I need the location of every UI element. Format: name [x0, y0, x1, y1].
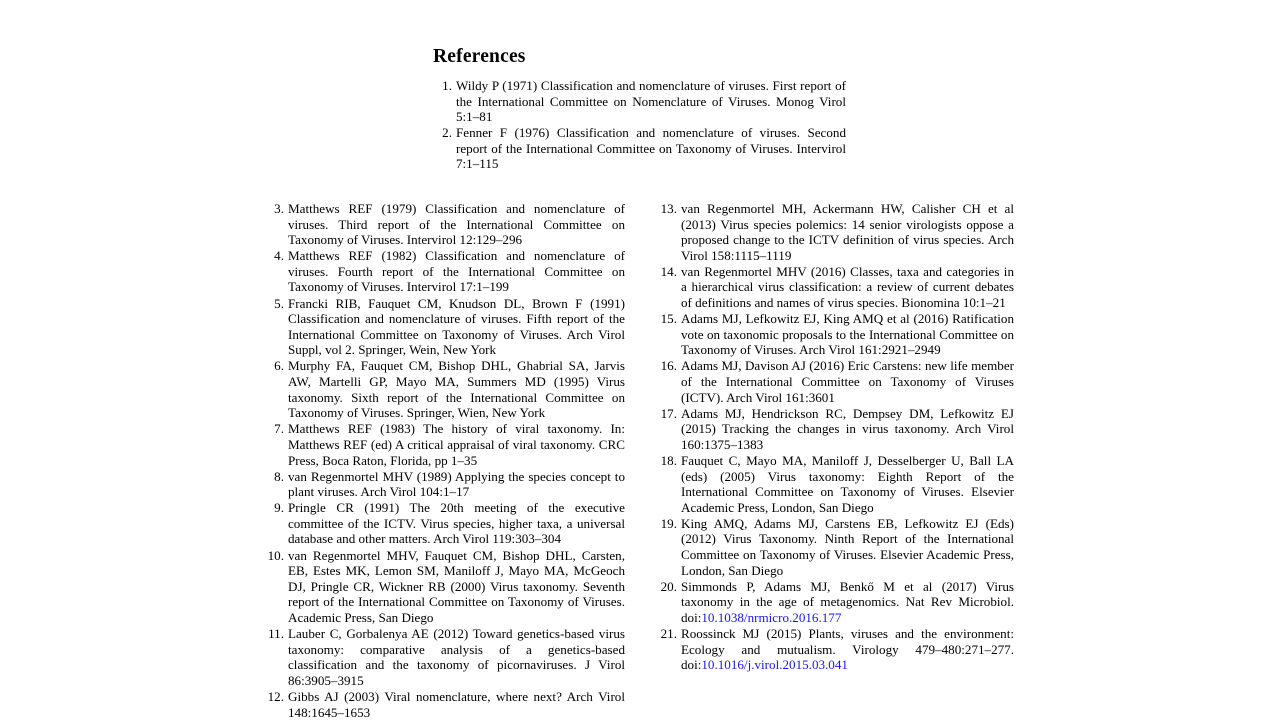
reference-text: [681, 358, 1014, 405]
page-title: References: [433, 46, 526, 68]
reference-item: [265, 469, 625, 500]
top-reference-block: [433, 78, 846, 173]
reference-text: [288, 248, 625, 295]
reference-number: 13.: [660, 201, 677, 216]
reference-number: 10.: [267, 547, 284, 563]
reference-item: [655, 358, 1014, 405]
reference-citation: van Regenmortel MHV (1989) Applying the species concept to plant viruses. Arch Virol 104:1–17: [288, 468, 625, 500]
reference-citation: Gibbs AJ (2003) Viral nomenclature, where next? Arch Virol 148:1645–1653: [288, 688, 625, 720]
reference-number: 6.: [274, 358, 284, 374]
reference-item: [655, 311, 1014, 358]
reference-number: 4.: [274, 248, 284, 264]
reference-number: 3.: [274, 201, 284, 216]
reference-text: [288, 469, 625, 500]
reference-item: [655, 626, 1014, 673]
reference-citation: Fauquet C, Mayo MA, Maniloff J, Desselberger U, Ball LA (eds) (2005) Virus taxonomy: Eighth Report of the International Committee on Taxonomy of Viruses. Elsevier Academic Press, London, San Diego: [681, 453, 1014, 515]
reference-text: [681, 579, 1014, 626]
reference-list-top: [433, 78, 846, 172]
reference-citation: Lauber C, Gorbalenya AE (2012) Toward genetics-based virus taxonomy: comparative analysis of a genetics-based classification and the taxonomy of picornaviruses. J Virol 86:3905–3915: [288, 626, 625, 688]
reference-item: [655, 264, 1014, 311]
reference-text: [681, 406, 1014, 453]
reference-text: [681, 201, 1014, 263]
reference-item: [265, 421, 625, 468]
reference-citation: Roossinck MJ (2015) Plants, viruses and the environment: Ecology and mutualism. Virology 479–480:271–277. doi:: [681, 626, 1014, 673]
doi-link[interactable]: 10.1016/j.virol.2015.03.041: [701, 657, 848, 673]
reference-item: [265, 358, 625, 420]
reference-text: [456, 78, 846, 125]
reference-number: 1.: [442, 78, 452, 93]
doi-link[interactable]: 10.1038/nrmicro.2016.177: [701, 609, 842, 625]
reference-number: 2.: [442, 125, 452, 141]
reference-item: [655, 201, 1014, 263]
reference-list-left: [265, 201, 625, 720]
reference-citation: Simmonds P, Adams MJ, Benkő M et al (2017) Virus taxonomy in the age of metagenomics. Nat Rev Microbiol. doi:: [681, 578, 1014, 625]
reference-number: 9.: [274, 500, 284, 516]
reference-number: 5.: [274, 295, 284, 311]
reference-number: 15.: [660, 311, 677, 327]
reference-item: [265, 548, 625, 626]
reference-number: 16.: [660, 358, 677, 374]
reference-text: [288, 500, 625, 547]
reference-item: [265, 248, 625, 295]
reference-text: [288, 201, 625, 248]
reference-citation: van Regenmortel MHV (2016) Classes, taxa and categories in a hierarchical virus classification: a review of current debates of definitions and names of virus species. Bionomina 10:1–21: [681, 263, 1014, 311]
reference-citation: Murphy FA, Fauquet CM, Bishop DHL, Ghabrial SA, Jarvis AW, Martelli GP, Mayo MA, Summers MD (1995) Virus taxonomy. Sixth report of the International Committee on Taxonomy of Viruses. Springer, Wien, New York: [288, 358, 625, 421]
reference-item: [433, 78, 846, 125]
reference-item: [655, 516, 1014, 578]
reference-item: [655, 406, 1014, 453]
reference-citation: Pringle CR (1991) The 20th meeting of the executive committee of the ICTV. Virus species, higher taxa, a universal database and other matters. Arch Virol 119:303–304: [288, 500, 625, 547]
reference-text: [288, 296, 625, 358]
reference-citation: Francki RIB, Fauquet CM, Knudson DL, Brown F (1991) Classification and nomenclature of viruses. Fifth report of the International Committee on Taxonomy of Viruses. Arch Virol Suppl, vol 2. Springer, Wein, New York: [288, 295, 625, 358]
reference-text: [456, 125, 846, 172]
reference-text: [288, 626, 625, 688]
reference-number: 7.: [274, 421, 284, 437]
reference-text: [288, 421, 625, 468]
reference-number: 8.: [274, 468, 284, 484]
reference-column-left: [265, 201, 625, 721]
reference-text: [681, 516, 1014, 578]
reference-item: [265, 689, 625, 720]
reference-text: [288, 548, 625, 626]
reference-item: [265, 201, 625, 248]
reference-text: [681, 311, 1014, 358]
reference-item: [655, 453, 1014, 515]
reference-citation: van Regenmortel MH, Ackermann HW, Calisher CH et al (2013) Virus species polemics: 14 senior virologists oppose a proposed change to the ICTV definition of virus species. Arch Virol 158:1115–1119: [681, 201, 1014, 263]
reference-text: [681, 453, 1014, 515]
reference-citation: Adams MJ, Hendrickson RC, Dempsey DM, Lefkowitz EJ (2015) Tracking the changes in virus taxonomy. Arch Virol 160:1375–1383: [681, 405, 1014, 452]
reference-number: 12.: [267, 688, 284, 704]
reference-number: 18.: [660, 453, 677, 468]
reference-item: [265, 626, 625, 688]
reference-text: [288, 689, 625, 720]
reference-citation: Adams MJ, Lefkowitz EJ, King AMQ et al (2016) Ratification vote on taxonomic proposals to the International Committee on Taxonomy of Viruses. Arch Virol 161:2921–2949: [681, 311, 1014, 358]
reference-item: [265, 296, 625, 358]
reference-number: 14.: [660, 263, 677, 279]
reference-citation: Wildy P (1971) Classification and nomenclature of viruses. First report of the International Committee on Nomenclature of Viruses. Monog Virol 5:1–81: [456, 78, 846, 125]
reference-citation: Matthews REF (1982) Classification and nomenclature of viruses. Fourth report of the International Committee on Taxonomy of Viruses. Intervirol 17:1–199: [288, 248, 625, 295]
reference-citation: Fenner F (1976) Classification and nomenclature of viruses. Second report of the International Committee on Taxonomy of Viruses. Intervirol 7:1–115: [456, 125, 846, 172]
reference-citation: van Regenmortel MHV, Fauquet CM, Bishop DHL, Carsten, EB, Estes MK, Lemon SM, Maniloff J, Mayo MA, McGeoch DJ, Pringle CR, Wickner RB (2000) Virus taxonomy. Seventh report of the International Committee on Taxonomy of Viruses. Academic Press, San Diego: [288, 547, 625, 625]
reference-number: 19.: [660, 515, 677, 531]
reference-citation: Matthews REF (1983) The history of viral taxonomy. In: Matthews REF (ed) A critical appraisal of viral taxonomy. CRC Press, Boca Raton, Florida, pp 1–35: [288, 421, 625, 468]
reference-citation: King AMQ, Adams MJ, Carstens EB, Lefkowitz EJ (Eds) (2012) Virus Taxonomy. Ninth Report of the International Committee on Taxonomy of Viruses. Elsevier Academic Press, London, San Diego: [681, 515, 1014, 578]
reference-number: 20.: [660, 578, 677, 594]
reference-citation: Adams MJ, Davison AJ (2016) Eric Carstens: new life member of the International Committee on Taxonomy of Viruses (ICTV). Arch Virol 161:3601: [681, 358, 1014, 405]
reference-list-right: [655, 201, 1014, 673]
reference-number: 17.: [660, 405, 677, 421]
reference-number: 11.: [268, 626, 284, 642]
reference-text: [681, 626, 1014, 673]
reference-text: [681, 264, 1014, 311]
reference-text: [288, 358, 625, 420]
reference-item: [265, 500, 625, 547]
reference-item: [433, 125, 846, 172]
reference-item: [655, 579, 1014, 626]
reference-number: 21.: [660, 626, 677, 642]
reference-column-right: [655, 201, 1014, 673]
reference-citation: Matthews REF (1979) Classification and nomenclature of viruses. Third report of the International Committee on Taxonomy of Viruses. Intervirol 12:129–296: [288, 201, 625, 248]
